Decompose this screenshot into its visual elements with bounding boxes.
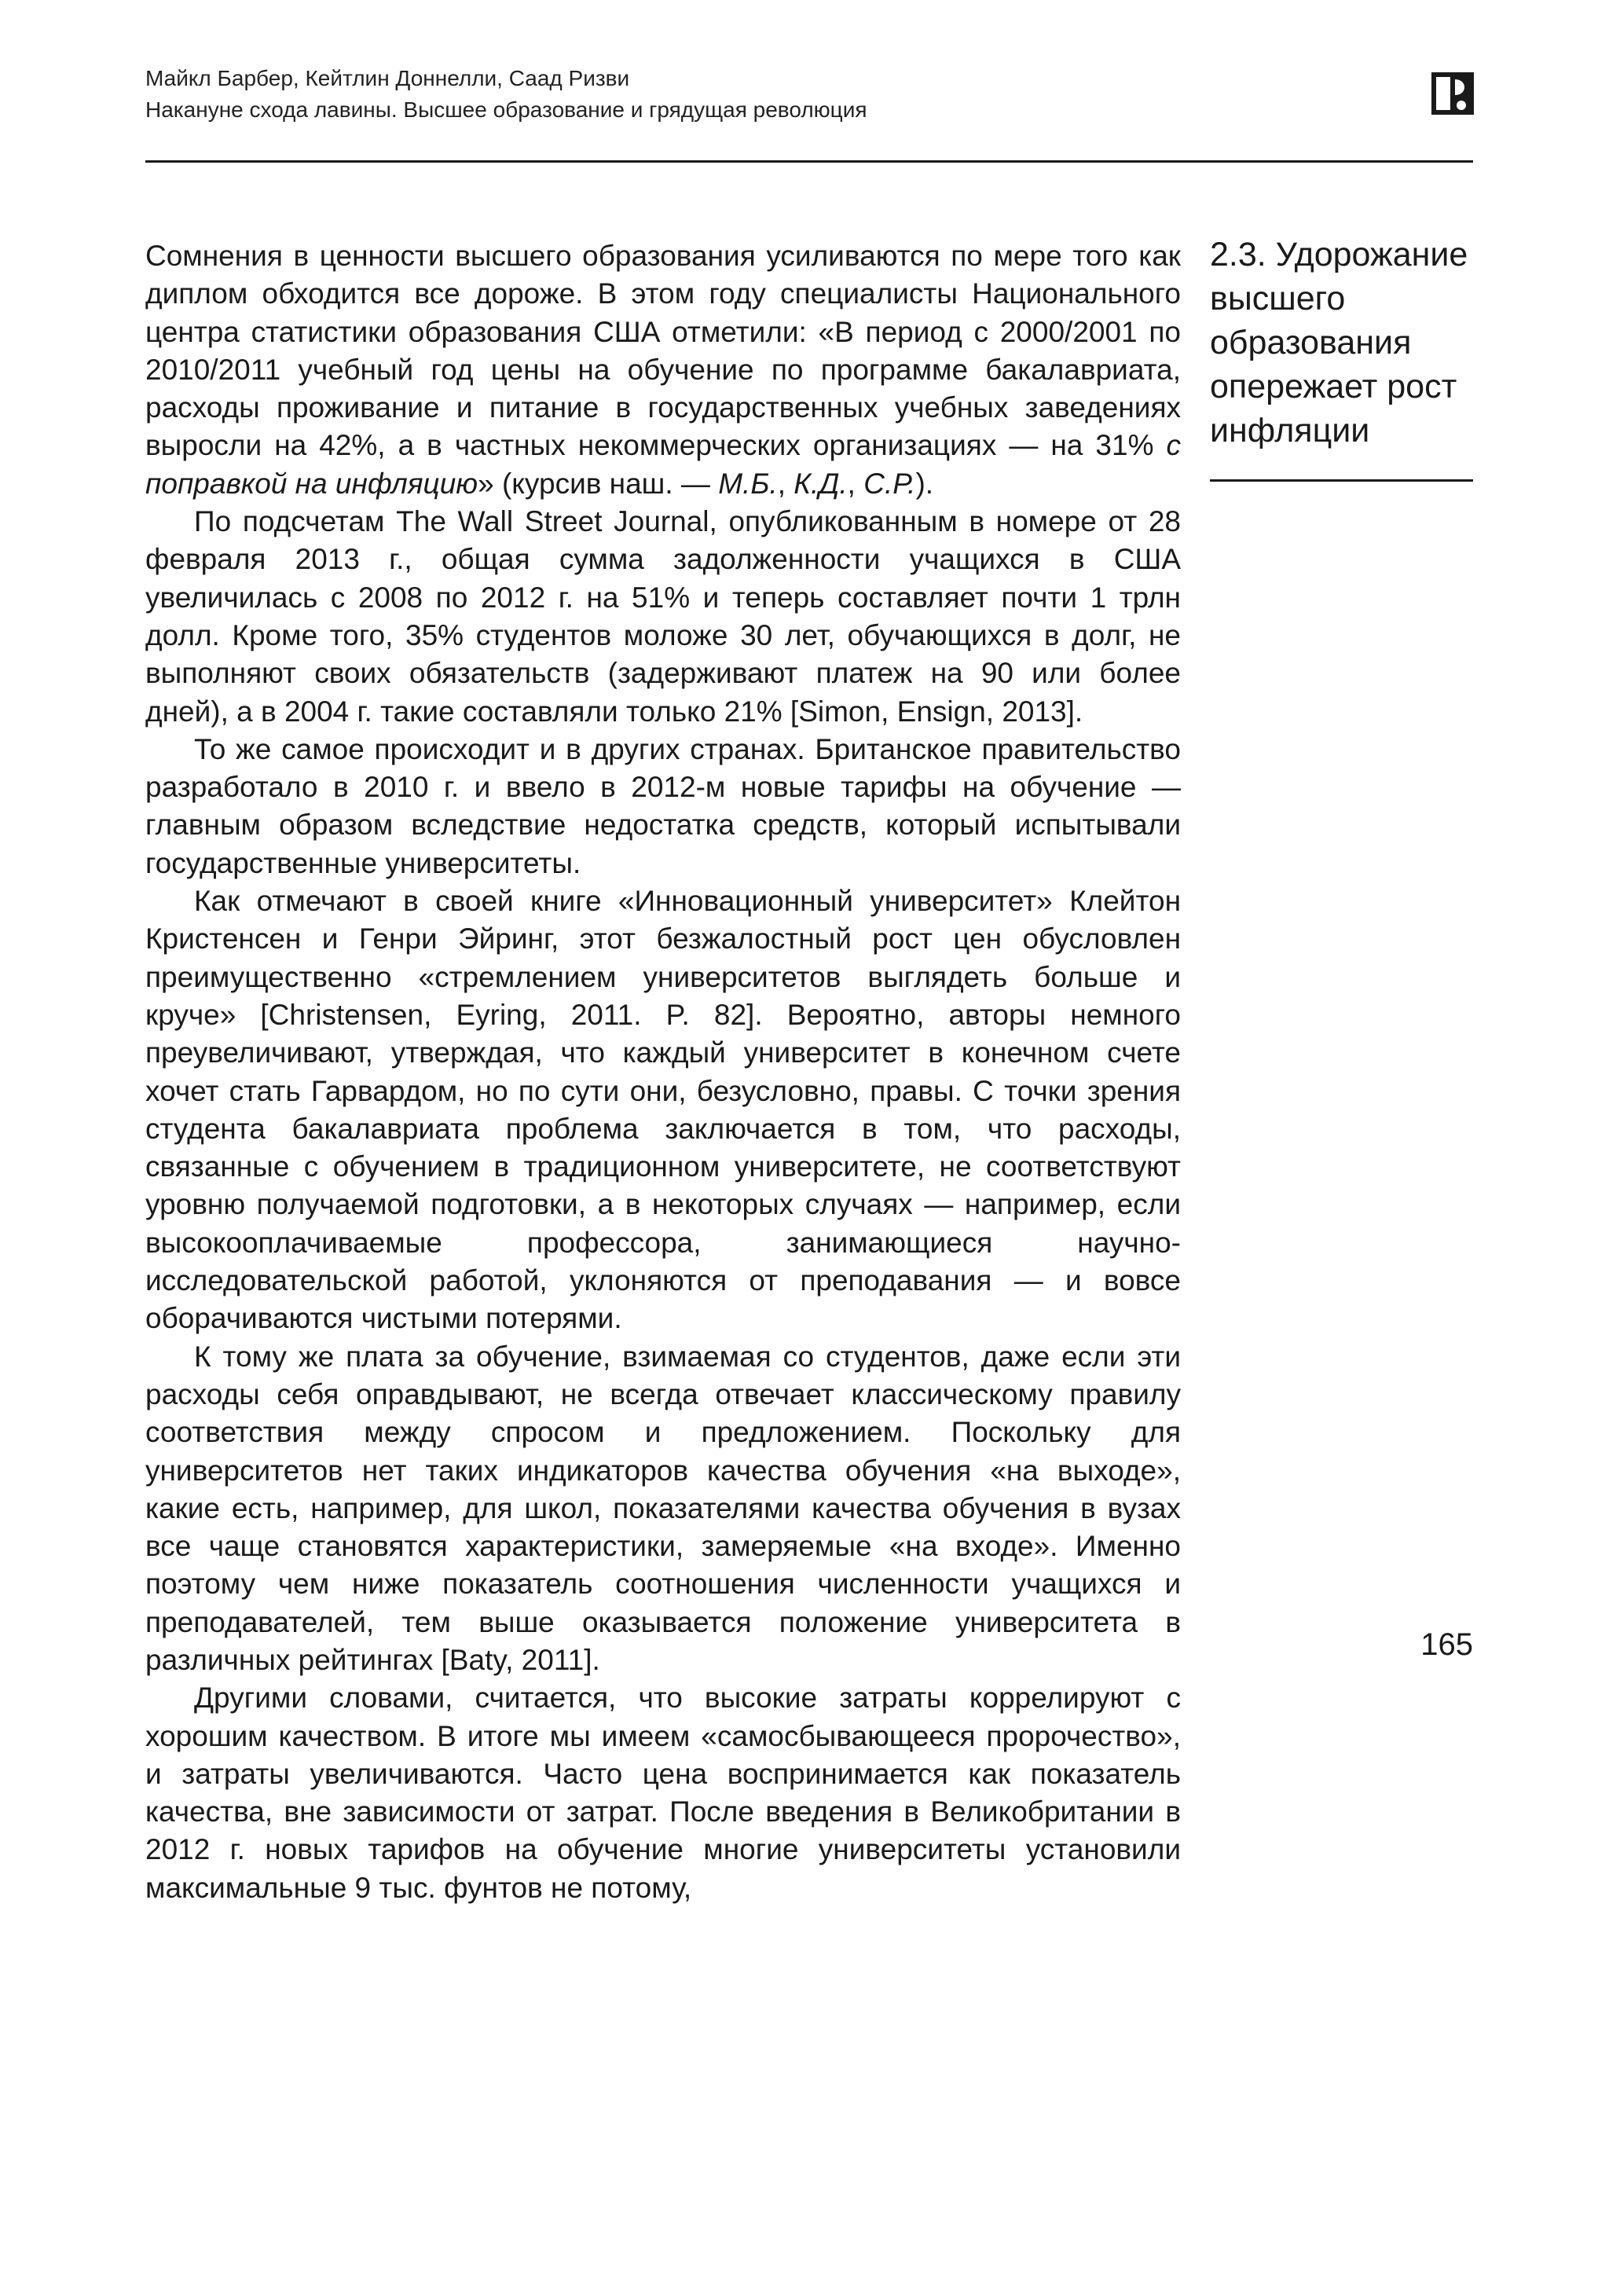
page-number: 165 [1420, 1627, 1473, 1662]
text-run: , [847, 467, 864, 500]
paragraph: Другими словами, считается, что высокие затраты коррелируют с хорошим качеством. В итоге мы имеем «самосбывающееся пророчество», и затраты увеличиваются. Часто цена воспринимается как показатель качества, вне зависимости от затрат. После введения в Великобритании в 2012 г. новых тарифов на обучение многие университеты установили максимальные 9 тыс. фунтов не потому, [145, 1682, 1181, 1904]
italic-run: М.Б. [718, 467, 778, 500]
text-run: Сомнения в ценности высшего образования усиливаются по мере того как диплом обходится все дороже. В этом году специалисты Национального центра статистики образования США отметили: «В период с 2000/2001 по 2010/2011 учебный год цены на обучение по программе бакалавриата, расходы проживание и питание в государственных учебных заведениях выросли на 42%, а в частных некоммерческих организациях — на 31% [145, 240, 1181, 462]
body-text [145, 237, 1181, 1907]
publisher-logo-icon [1431, 72, 1474, 115]
text-run: ). [915, 467, 934, 500]
paragraph [145, 237, 1181, 503]
header-book-title: Накануне схода лавины. Высшее образование и грядущая революция [145, 97, 867, 122]
running-header [145, 63, 1473, 126]
text-run: , [777, 467, 794, 500]
text-run: » (курсив наш. — [478, 467, 719, 500]
section-sidebar [1210, 233, 1473, 482]
paragraph: Как отмечают в своей книге «Инновационный университет» Клейтон Кристенсен и Генри Эйринг, этот безжалостный рост цен обусловлен преимущественно «стремлением университетов выглядеть больше и круче» [Christensen, Eyring, 2011. P. 82]. Вероятно, авторы немного преувеличивают, утверждая, что каждый университет в конечном счете хочет стать Гарвардом, но по сути они, безусловно, правы. С точки зрения студента бакалавриата проблема заключается в том, что расходы, связанные с обучением в традиционном университете, не соответствуют уровню получаемой подготовки, а в некоторых случаях — например, если высокооплачиваемые профессора, занимающиеся научно-исследовательской работой, уклоняются от преподавания — и вовсе оборачиваются чистыми потерями. [145, 885, 1181, 1335]
section-title-divider [1210, 479, 1473, 482]
italic-run: К.Д. [794, 467, 848, 500]
section-title: 2.3. Удорожание высшего образования опережает рост инфляции [1210, 236, 1468, 449]
header-authors: Майкл Барбер, Кейтлин Доннелли, Саад Ризви [145, 66, 630, 90]
italic-run: с поправкой на инфляцию [145, 429, 1181, 500]
paragraph: К тому же плата за обучение, взимаемая со студентов, даже если эти расходы себя оправдывают, не всегда отвечает классическому правилу соответствия между спросом и предложением. Поскольку для университетов нет таких индикаторов качества обучения «на выходе», какие есть, например, для школ, показателями качества обучения в вузах все чаще становятся характеристики, замеряемые «на входе». Именно поэтому чем ниже показатель соотношения численности учащихся и преподавателей, тем выше оказывается положение университета в различных рейтингах [Baty, 2011]. [145, 1340, 1181, 1676]
italic-run: С.Р. [863, 467, 916, 500]
paragraph: То же самое происходит и в других странах. Британское правительство разработало в 2010 г. и ввело в 2012-м новые тарифы на обучение — главным образом вследствие недостатка средств, который испытывали государственные университеты. [145, 732, 1181, 879]
paragraph: По подсчетам The Wall Street Journal, опубликованным в номере от 28 февраля 2013 г., общая сумма задолженности учащихся в США увеличилась с 2008 по 2012 г. на 51% и теперь составляет почти 1 трлн долл. Кроме того, 35% студентов моложе 30 лет, обучающихся в долг, не выполняют своих обязательств (задерживают платеж на 90 или более дней), а в 2004 г. такие составляли только 21% [Simon, Ensign, 2013]. [145, 505, 1181, 728]
header-divider [145, 160, 1473, 163]
